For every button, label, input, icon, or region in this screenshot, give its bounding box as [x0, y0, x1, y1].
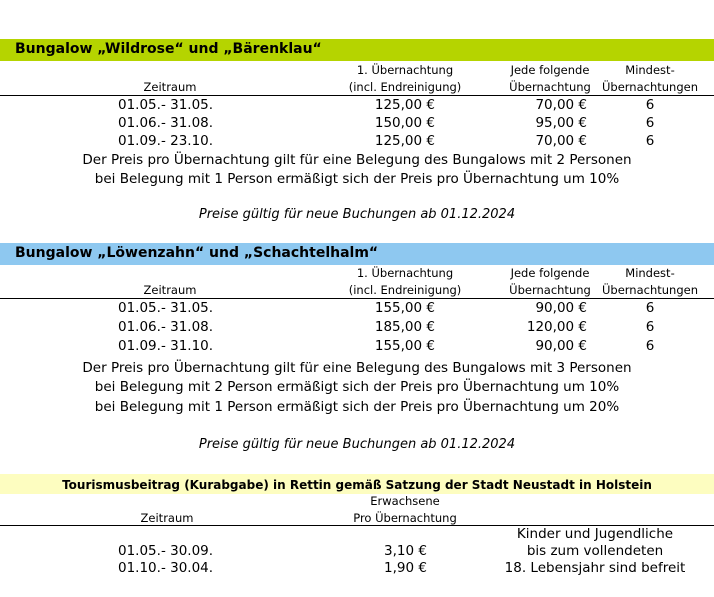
section2-row3-following: 90,00 € [535, 338, 587, 354]
section1-header-first-1: 1. Übernachtung [356, 63, 454, 77]
section1-row2-following: 95,00 € [535, 115, 587, 131]
section2-note-3: bei Belegung mit 1 Person ermäßigt sich der Preis pro Übernachtung um 20% [94, 399, 620, 415]
section1-row1-first: 125,00 € [374, 97, 435, 113]
section2-row2-following: 120,00 € [526, 319, 587, 335]
section2-header-first-1: 1. Übernachtung [356, 266, 454, 280]
section1-header-rule [0, 95, 714, 96]
section2-row1-period: 01.05.- 31.05. [118, 300, 214, 316]
section1-header-following-2: Übernachtung [509, 80, 591, 94]
section2-row1-first: 155,00 € [374, 300, 435, 316]
section2-row1-min: 6 [645, 300, 655, 316]
section3-row2-period: 01.10.- 30.04. [118, 560, 214, 576]
section1-row1-following: 70,00 € [535, 97, 587, 113]
section2-header-rule [0, 298, 714, 299]
section2-header-min-2: Übernachtungen [601, 283, 698, 297]
section2-header-first-2: (incl. Endreinigung) [348, 283, 462, 297]
section2-row3-min: 6 [645, 338, 655, 354]
section1-header-following-1: Jede folgende [510, 63, 590, 77]
section1-row3-first: 125,00 € [374, 133, 435, 149]
section2-row3-first: 155,00 € [374, 338, 435, 354]
section2-validity: Preise gültig für neue Buchungen ab 01.12.2024 [198, 437, 516, 452]
section1-validity: Preise gültig für neue Buchungen ab 01.12.2024 [198, 207, 516, 222]
section1-note-1: Der Preis pro Übernachtung gilt für eine Belegung des Bungalows mit 2 Personen [82, 152, 632, 168]
section1-row3-following: 70,00 € [535, 133, 587, 149]
section3-row1-adult: 3,10 € [384, 543, 427, 559]
section1-row2-min: 6 [645, 115, 655, 131]
section2-row2-period: 01.06.- 31.08. [118, 319, 214, 335]
section1-header-min-2: Übernachtungen [601, 80, 698, 94]
section2-header-min-1: Mindest- [625, 266, 675, 280]
section2-header-following-1: Jede folgende [510, 266, 590, 280]
section1-note-2: bei Belegung mit 1 Person ermäßigt sich der Preis pro Übernachtung um 10% [94, 171, 620, 187]
section1-title: Bungalow „Wildrose“ und „Bärenklau“ [15, 41, 322, 57]
section2-note-1: Der Preis pro Übernachtung gilt für eine Belegung des Bungalows mit 3 Personen [82, 360, 632, 376]
section3-row1-period: 01.05.- 30.09. [118, 543, 214, 559]
section1-row2-first: 150,00 € [374, 115, 435, 131]
section1-header-min-1: Mindest- [625, 63, 675, 77]
section3-title-bar [0, 474, 714, 494]
section3-header-adults-1: Erwachsene [370, 494, 440, 508]
section3-children-note-3: 18. Lebensjahr sind befreit [504, 560, 686, 576]
section2-row3-period: 01.09.- 31.10. [118, 338, 214, 354]
section3-row2-adult: 1,90 € [384, 560, 427, 576]
section2-row1-following: 90,00 € [535, 300, 587, 316]
section1-title-bar [0, 39, 714, 61]
section1-row2-period: 01.06.- 31.08. [118, 115, 214, 131]
section2-row2-min: 6 [645, 319, 655, 335]
section2-header-period: Zeitraum [143, 283, 197, 297]
section2-header-following-2: Übernachtung [509, 283, 591, 297]
section3-header-adults-2: Pro Übernachtung [353, 511, 457, 525]
section2-row2-first: 185,00 € [374, 319, 435, 335]
section2-title-bar [0, 243, 714, 265]
section3-header-period: Zeitraum [140, 511, 194, 525]
section1-row1-period: 01.05.- 31.05. [118, 97, 214, 113]
section3-title: Tourismusbeitrag (Kurabgabe) in Rettin gemäß Satzung der Stadt Neustadt in Holstein [62, 478, 652, 492]
section1-header-first-2: (incl. Endreinigung) [348, 80, 462, 94]
section1-row3-period: 01.09.- 23.10. [118, 133, 214, 149]
section3-children-note-1: Kinder und Jugendliche [516, 526, 674, 542]
section2-note-2: bei Belegung mit 2 Person ermäßigt sich der Preis pro Übernachtung um 10% [94, 379, 620, 395]
section3-children-note-2: bis zum vollendeten [526, 543, 664, 559]
section2-title: Bungalow „Löwenzahn“ und „Schachtelhalm“ [15, 245, 379, 261]
section1-header-period: Zeitraum [143, 80, 197, 94]
section1-row1-min: 6 [645, 97, 655, 113]
section1-row3-min: 6 [645, 133, 655, 149]
